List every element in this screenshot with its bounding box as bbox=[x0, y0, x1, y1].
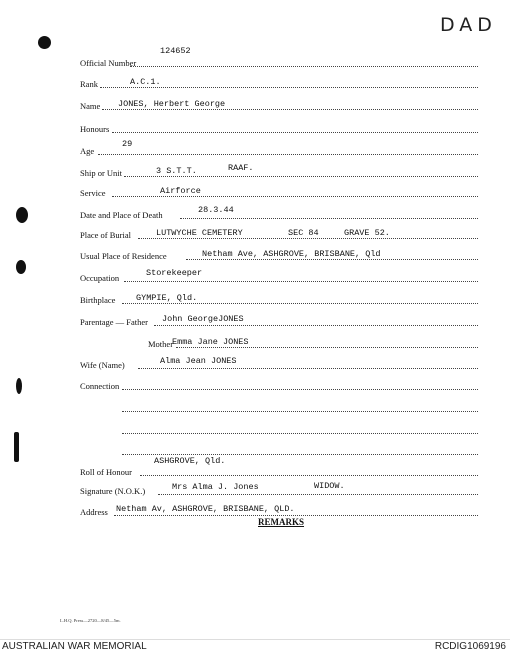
dotted-line bbox=[154, 325, 478, 326]
field-father bbox=[0, 311, 510, 327]
burial-cemetery-value: LUTWYCHE CEMETERY bbox=[156, 228, 243, 238]
unit-service-value: RAAF. bbox=[228, 163, 254, 173]
field-honours bbox=[0, 118, 510, 134]
dotted-line bbox=[124, 176, 478, 177]
burial-label: Place of Burial bbox=[80, 230, 131, 240]
printer-imprint: L.H.Q. Press—2720—8/45—5m. bbox=[60, 618, 121, 623]
signature-relation-value: WIDOW. bbox=[314, 481, 345, 491]
death-label: Date and Place of Death bbox=[80, 210, 163, 220]
field-occupation bbox=[0, 267, 510, 283]
dotted-line bbox=[158, 494, 478, 495]
dotted-line bbox=[102, 109, 478, 110]
unit-value: 3 S.T.T. bbox=[156, 166, 197, 176]
roll-value: ASHGROVE, Qld. bbox=[154, 456, 226, 466]
name-label: Name bbox=[80, 101, 101, 111]
field-signature bbox=[0, 480, 510, 496]
roll-label: Roll of Honour bbox=[80, 467, 132, 477]
archive-footer bbox=[0, 639, 510, 655]
dotted-line bbox=[114, 515, 478, 516]
dotted-line bbox=[122, 389, 478, 390]
footer-record-id: RCDIG1069196 bbox=[434, 641, 506, 652]
rank-value: A.C.1. bbox=[130, 77, 161, 87]
connection-blank-line-1 bbox=[0, 397, 510, 413]
official-number-label: Official Number bbox=[80, 58, 137, 68]
service-label: Service bbox=[80, 188, 106, 198]
footer-institution: AUSTRALIAN WAR MEMORIAL bbox=[2, 641, 147, 652]
wife-label: Wife (Name) bbox=[80, 360, 125, 370]
occupation-value: Storekeeper bbox=[146, 268, 203, 278]
signature-label: Signature (N.O.K.) bbox=[80, 486, 146, 496]
dotted-line bbox=[140, 475, 478, 476]
father-value: John GeorgeJONES bbox=[162, 314, 244, 324]
field-ship-or-unit bbox=[0, 162, 510, 178]
dotted-line bbox=[112, 132, 478, 133]
burial-section-value: SEC 84 bbox=[288, 228, 319, 238]
age-label: Age bbox=[80, 146, 95, 156]
dotted-line bbox=[138, 368, 478, 369]
field-age bbox=[0, 140, 510, 156]
field-connection bbox=[0, 375, 510, 391]
dotted-line bbox=[122, 454, 478, 455]
dotted-line bbox=[122, 411, 478, 412]
field-mother bbox=[0, 333, 510, 349]
field-date-place-of-death bbox=[0, 204, 510, 220]
rank-label: Rank bbox=[80, 79, 98, 89]
dotted-line bbox=[176, 347, 478, 348]
dotted-line bbox=[138, 238, 478, 239]
dotted-line bbox=[180, 218, 478, 219]
punch-hole-top bbox=[38, 36, 51, 49]
mother-label: Mother bbox=[148, 339, 174, 349]
dotted-line bbox=[122, 303, 478, 304]
field-place-of-burial bbox=[0, 224, 510, 240]
remarks-heading: REMARKS bbox=[258, 517, 305, 527]
dotted-line bbox=[124, 281, 478, 282]
birthplace-label: Birthplace bbox=[80, 295, 116, 305]
service-value: Airforce bbox=[160, 186, 201, 196]
connection-blank-line-2 bbox=[0, 419, 510, 435]
age-value: 29 bbox=[122, 139, 133, 149]
official-number-value: 124652 bbox=[160, 46, 191, 56]
field-rank bbox=[0, 73, 510, 89]
dotted-line bbox=[130, 66, 478, 67]
header-code: DAD bbox=[440, 14, 497, 36]
field-service bbox=[0, 182, 510, 198]
occupation-label: Occupation bbox=[80, 273, 120, 283]
dotted-line bbox=[186, 259, 478, 260]
field-birthplace bbox=[0, 289, 510, 305]
residence-value: Netham Ave, ASHGROVE, BRISBANE, Qld bbox=[202, 249, 381, 259]
field-wife bbox=[0, 354, 510, 370]
parentage-label: Parentage — Father bbox=[80, 317, 148, 327]
dotted-line bbox=[112, 196, 478, 197]
field-residence bbox=[0, 245, 510, 261]
address-value: Netham Av, ASHGROVE, BRISBANE, QLD. bbox=[116, 504, 295, 514]
field-roll-of-honour bbox=[0, 456, 510, 477]
field-name bbox=[0, 95, 510, 111]
signature-value: Mrs Alma J. Jones bbox=[172, 482, 259, 492]
burial-grave-value: GRAVE 52. bbox=[344, 228, 390, 238]
connection-label: Connection bbox=[80, 381, 120, 391]
residence-label: Usual Place of Residence bbox=[80, 251, 167, 261]
death-date-value: 28.3.44 bbox=[198, 205, 234, 215]
dotted-line bbox=[122, 433, 478, 434]
connection-blank-line-3 bbox=[0, 440, 510, 456]
ship-or-unit-label: Ship or Unit bbox=[80, 168, 123, 178]
honours-label: Honours bbox=[80, 124, 110, 134]
address-label: Address bbox=[80, 507, 108, 517]
dotted-line bbox=[100, 87, 478, 88]
field-address bbox=[0, 501, 510, 517]
birthplace-value: GYMPIE, Qld. bbox=[136, 293, 198, 303]
name-value: JONES, Herbert George bbox=[118, 99, 226, 109]
field-official-number bbox=[0, 52, 510, 68]
mother-value: Emma Jane JONES bbox=[172, 337, 249, 347]
dotted-line bbox=[98, 154, 478, 155]
wife-value: Alma Jean JONES bbox=[160, 356, 237, 366]
